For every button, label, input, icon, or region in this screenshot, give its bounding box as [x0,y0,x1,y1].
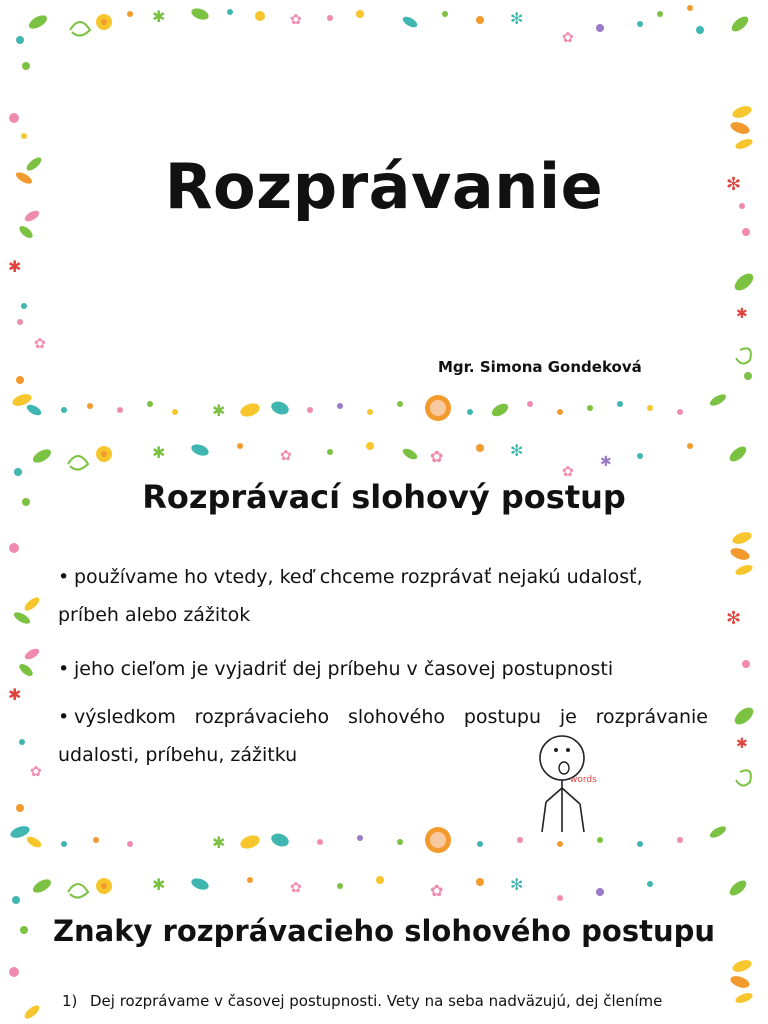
item-number: 1) [62,992,78,1010]
svg-text:✿: ✿ [290,12,302,28]
stick-figure-illustration [528,728,618,838]
svg-text:✿: ✿ [290,880,302,896]
svg-text:✱: ✱ [8,257,22,276]
slide-title [0,0,768,428]
svg-text:✿: ✿ [430,881,444,900]
svg-text:✱: ✱ [212,401,226,420]
item-text: Dej rozprávame v časovej postupnosti. Vety na seba nadväzujú, dej členíme [90,992,663,1010]
presentation-title: Rozprávanie [164,150,604,223]
bullet-dot: • [58,706,70,728]
author-name: Mgr. Simona Gondeková [438,358,642,376]
slide-features [0,866,768,1024]
slide-heading: Rozprávací slohový postup [142,478,626,516]
svg-text:✱: ✱ [152,875,166,894]
svg-text:✿: ✿ [280,448,292,464]
svg-text:✱: ✱ [212,833,226,852]
bullet-dot: • [58,658,70,680]
svg-text:✱: ✱ [736,736,748,752]
numbered-item [62,990,722,1012]
svg-text:✱: ✱ [152,443,166,462]
bullet-text: používame ho vtedy, keď chceme rozprávať nejakú udalosť, príbeh alebo zážitok [58,566,643,626]
svg-text:✻: ✻ [726,608,742,629]
svg-text:✻: ✻ [726,174,742,195]
svg-text:✱: ✱ [8,685,22,704]
svg-text:words: words [570,775,597,785]
slide-heading: Znaky rozprávacieho slohového postupu [53,914,715,948]
svg-text:✿: ✿ [430,447,444,466]
svg-text:✻: ✻ [510,875,524,894]
svg-text:✱: ✱ [736,306,748,322]
svg-text:✻: ✻ [510,9,524,28]
svg-text:✿: ✿ [34,336,46,352]
svg-text:✿: ✿ [30,764,42,780]
svg-text:✱: ✱ [152,7,166,26]
bullet-text: výsledkom rozprávacieho slohového postupu je rozprávanie udalosti, príbehu, zážitku [58,706,708,766]
bullet-item [58,650,708,688]
svg-text:✿: ✿ [562,464,574,480]
bullet-text: jeho cieľom je vyjadriť dej príbehu v časovej postupnosti [74,658,614,680]
bullet-item [58,558,708,634]
bullet-dot: • [58,566,70,588]
svg-text:✱: ✱ [600,454,612,470]
svg-text:✿: ✿ [562,30,574,46]
slide-narrative-method [0,428,768,866]
svg-text:✻: ✻ [510,441,524,460]
